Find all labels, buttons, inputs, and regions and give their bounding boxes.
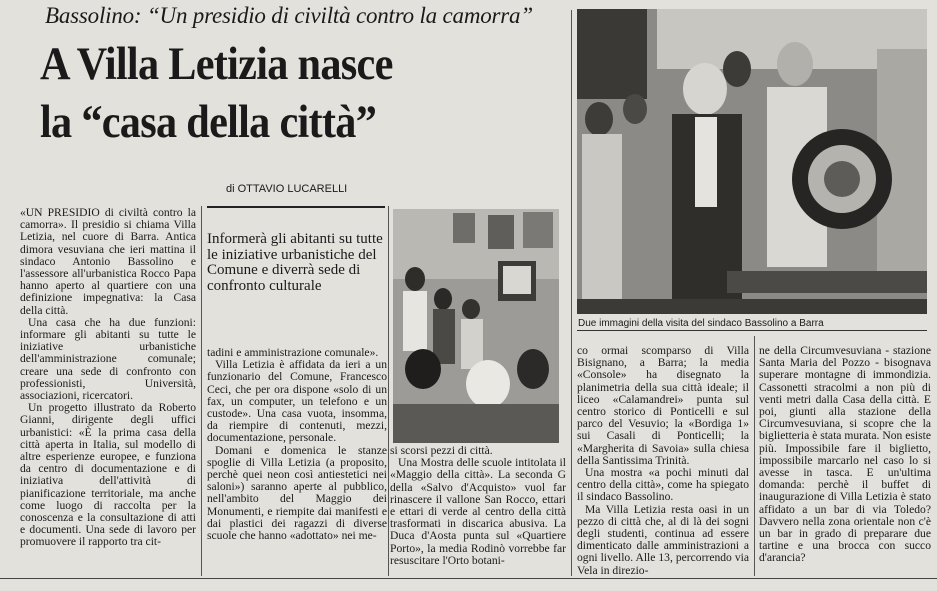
column-divider — [754, 336, 755, 576]
photo-mayor-visit-image — [577, 9, 927, 314]
page-rule — [0, 578, 937, 579]
article-column-4 — [577, 345, 749, 577]
paragraph: si scorsi pezzi di città. — [390, 444, 493, 457]
paragraph: Un progetto illustrato da Roberto Gianni, dirigente degli uffici urbanistici: «È la prima casa della città aperta in Italia, sul modello di altre esperienze europee, e funziona da centro di documentazione e di iniziativa dell'attività di pianificazione territoriale, ma anche come luogo di raccolta per la conoscenza e la consultazione di atti e documenti. Una sede di lavoro per promuovere il rapporto tra cit- — [20, 401, 196, 549]
paragraph: «UN PRESIDIO di civiltà contro la camorra». Il presidio si chiama Villa Letizia, nel cuore di Barra. Antica dimora vesuviana che ieri mattina il sindaco Antonio Bassolino e l'assessore all'urbanistica Rocco Papa hanno aperto al quartiere con una definizione impegnativa: la Casa della città. — [20, 206, 196, 317]
paragraph: co ormai scomparso di Villa Bisignano, a Barra; la media «Console» ha disegnato la planimetria della sua città ideale; il liceo «Calamandrei» punta sul centro storico di Ponticelli e sul parco del Vesuvio; la «Bordiga 1» sui Casali di Ponticelli; la «Margherita di Savoia» sulla chiesa della Santissima Trinità. — [577, 344, 749, 467]
column-divider — [201, 206, 202, 576]
paragraph: Una Mostra delle scuole intitolata il «Maggio della città». La seconda G della «Salvo d'Acquisto» vuol far rinascere il vallone San Rocco, ettari e ettari di verde al centro della città trasformati in discarica abusiva. La Duca d'Aosta punta sul «Quartiere Porto», la media Rodinò vorrebbe far resuscitare l'Orto botani- — [390, 456, 566, 567]
byline: di OTTAVIO LUCARELLI — [226, 183, 348, 195]
article-column-1 — [20, 207, 196, 549]
headline-line-1: A Villa Letizia nasce — [40, 38, 393, 90]
article-column-3 — [390, 445, 566, 567]
headline-line-2: la “casa della città” — [40, 96, 377, 148]
paragraph: tadini e amministrazione comunale». — [207, 346, 379, 359]
paragraph: Una mostra «a pochi minuti dal centro della città», come ha spiegato il sindaco Bassolino. — [577, 466, 749, 504]
pull-quote: Informerà gli abitanti su tutte le iniziative urbanistiche del Comune e diverrà sede di confronto culturale — [207, 206, 385, 294]
photo-caption: Due immagini della visita del sindaco Bassolino a Barra — [578, 318, 824, 329]
paragraph: Ma Villa Letizia resta oasi in un pezzo di città che, al di là dei sogni degli studenti, continua ad essere dimenticato dalle amministrazioni a ogni livello. Alle 13, percorrendo via Vela in direzio- — [577, 502, 749, 577]
photo-mayor-visit — [577, 9, 927, 314]
article-kicker: Bassolino: “Un presidio di civiltà contro la camorra” — [45, 3, 533, 28]
column-divider — [571, 10, 572, 576]
caption-rule — [577, 330, 927, 331]
photo-visitors-room-image — [393, 209, 559, 443]
paragraph: Villa Letizia è affidata da ieri a un funzionario del Comune, Francesco Ceci, che per ora dispone «solo di un fax, un computer, un telefono e un custode». Una casa vuota, insomma, da riempire di contenuti, mezzi, documentazione, personale. — [207, 358, 387, 445]
paragraph: Domani e domenica le stanze spoglie di Villa Letizia (a proposito, perchè quei neon così antiestetici nei saloni») saranno aperte al pubblico, nell'ambito del Maggio dei Monumenti, e riempite dai manifesti e dai plastici dei ragazzi di diverse scuole che hanno «adottato» nei me- — [207, 443, 387, 543]
paragraph: ne della Circumvesuviana - stazione Santa Maria del Pozzo - bisognava superare montagne di immondizia. Cassonetti stracolmi a non più di venti metri dalla Casa della città. E poi, giunti alla stazione della Circumvesuviana, si scopre che la biglietteria è stata murata. Non esiste più. Impossibile fare il biglietto, impossibile marcarlo nel caso lo si avesse in tasca. E un'ultima domanda: perchè il buffet di inaugurazione di Villa Letizia è stato affidato a un bar di via Toledo? Davvero nella zona orientale non c'è un bar in grado di preparare due tartine e una brocca con succo d'arancia? — [759, 344, 931, 565]
paragraph: Una casa che ha due funzioni: informare gli abitanti su tutte le iniziative urbanistiche dell'amministrazione comunale; creare una sede di confronto con professionisti, Università, associazioni, ricercatori. — [20, 315, 196, 403]
column-divider — [388, 206, 389, 576]
photo-visitors-room — [393, 209, 559, 443]
article-column-5 — [759, 345, 931, 565]
article-column-2 — [207, 347, 387, 542]
